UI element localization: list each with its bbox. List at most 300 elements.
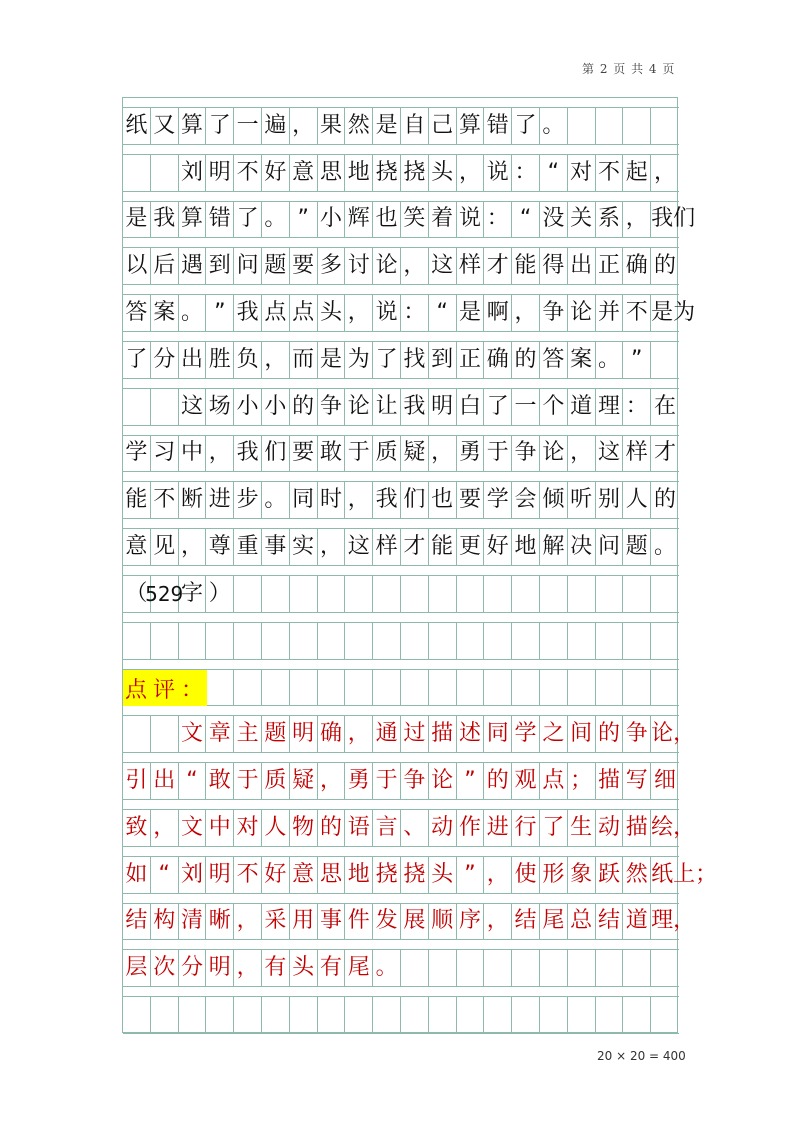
grid-cell: 后 (151, 248, 179, 284)
grid-cell: 不 (234, 857, 262, 893)
grid-cell: 同 (484, 716, 512, 752)
grid-cell: 地 (345, 857, 373, 893)
row-cells (123, 904, 696, 941)
grid-cell: 正 (596, 248, 624, 284)
grid-cell: 529 (151, 576, 179, 612)
grid-cell: 好 (262, 857, 290, 893)
grid-cell: 这 (179, 389, 207, 425)
grid-cell (373, 576, 401, 612)
grid-cell (290, 623, 318, 659)
grid-cell: 讨 (345, 248, 373, 284)
grid-cell: ， (290, 108, 318, 144)
grid-cell (568, 950, 596, 986)
page-number: 第 2 页 共 4 页 (582, 62, 676, 76)
grid-cell: 分 (179, 950, 207, 986)
row-cells (123, 623, 679, 660)
grid-cell: 算 (457, 108, 485, 144)
row-gap (123, 940, 679, 950)
grid-cell: 人 (262, 810, 290, 846)
grid-cell: 的 (318, 810, 346, 846)
grid-cell (206, 623, 234, 659)
grid-cell: 论 (345, 389, 373, 425)
grid-cell: 过 (401, 716, 429, 752)
grid-cell: 的 (512, 342, 540, 378)
grid-cell: 好 (262, 155, 290, 191)
grid-row (123, 706, 696, 753)
grid-cell: 对 (568, 155, 596, 191)
grid-cell (484, 997, 512, 1033)
grid-cell: 。 (373, 950, 401, 986)
row-cells (123, 248, 679, 285)
grid-cell: 了 (484, 389, 512, 425)
grid-cell: 理 (596, 389, 624, 425)
grid-cell: 顺 (429, 904, 457, 940)
grid-cell: 是 (457, 295, 485, 331)
grid-cell: ， (568, 436, 596, 472)
grid-cell: “ (151, 857, 179, 893)
grid-cell: 论 (540, 436, 568, 472)
grid-cell: ， (457, 155, 485, 191)
grid-row (123, 519, 679, 566)
grid-cell: 我 (401, 389, 429, 425)
grid-cell: 白 (457, 389, 485, 425)
grid-cell: 别 (596, 482, 624, 518)
grid-cell (596, 576, 624, 612)
row-cells (123, 950, 679, 987)
grid-cell: 文 (179, 716, 207, 752)
grid-cell: 这 (596, 436, 624, 472)
grid-cell: 不 (151, 482, 179, 518)
grid-cell: 结 (123, 904, 151, 940)
grid-cell (623, 576, 651, 612)
grid-row (123, 940, 679, 987)
grid-cell (429, 950, 457, 986)
grid-cell (206, 670, 234, 706)
grid-cell: ； (568, 763, 596, 799)
grid-row (123, 894, 696, 941)
grid-cell (345, 623, 373, 659)
grid-cell: “ (429, 295, 457, 331)
grid-cell: 观 (512, 763, 540, 799)
grid-cell: 见 (151, 529, 179, 565)
grid-cell: 小 (318, 202, 346, 238)
row-cells (123, 482, 679, 519)
grid-cell: 起 (623, 155, 651, 191)
grid-cell: 意 (290, 155, 318, 191)
grid-cell: 疑 (401, 436, 429, 472)
grid-cell: 述 (457, 716, 485, 752)
grid-cell (457, 576, 485, 612)
row-gap (123, 192, 679, 202)
grid-cell (123, 997, 151, 1033)
grid-cell: 能 (429, 529, 457, 565)
grid-cell: 系 (596, 202, 624, 238)
grid-cell: 算 (179, 108, 207, 144)
grid-cell: ， (429, 436, 457, 472)
row-gap (123, 706, 679, 716)
grid-cell: 挠 (373, 155, 401, 191)
grid-cell (234, 623, 262, 659)
row-gap (123, 519, 679, 529)
row-cells (123, 576, 679, 613)
row-gap (123, 379, 679, 389)
grid-cell: 才 (484, 248, 512, 284)
row-cells (123, 155, 679, 192)
grid-cell: 刘 (179, 155, 207, 191)
grid-cell: 说 (457, 202, 485, 238)
grid-cell (596, 108, 624, 144)
grid-cell: 步 (234, 482, 262, 518)
grid-cell: ” (457, 857, 485, 893)
grid-cell: 并 (596, 295, 624, 331)
grid-cell: 。 (179, 295, 207, 331)
grid-cell (596, 950, 624, 986)
grid-cell: 、 (401, 810, 429, 846)
grid-cell: 道 (623, 904, 651, 940)
grid-cell: 头 (318, 295, 346, 331)
grid-cell (401, 670, 429, 706)
grid-cell: 头 (290, 950, 318, 986)
grid-cell: 也 (373, 202, 401, 238)
grid-cell (568, 997, 596, 1033)
grid-cell: 时 (318, 482, 346, 518)
grid-cell: 多 (318, 248, 346, 284)
grid-cell: 思 (318, 857, 346, 893)
grid-cell: 答 (540, 342, 568, 378)
grid-cell: 到 (429, 342, 457, 378)
grid-cell: 着 (429, 202, 457, 238)
grid-row (123, 660, 679, 707)
grid-cell: 我 (151, 202, 179, 238)
row-cells (123, 108, 679, 145)
grid-cell: 件 (345, 904, 373, 940)
grid-cell: 胜 (206, 342, 234, 378)
row-cells (123, 389, 679, 426)
grid-cell (540, 950, 568, 986)
row-gap (123, 566, 679, 576)
grid-cell: 争 (318, 389, 346, 425)
grid-cell: 间 (568, 716, 596, 752)
grid-cell: 于 (373, 763, 401, 799)
grid-cell: 文 (179, 810, 207, 846)
grid-cell: 结 (512, 904, 540, 940)
grid-cell (151, 997, 179, 1033)
grid-cell (540, 623, 568, 659)
grid-cell: 点 (290, 295, 318, 331)
grid-cell: 样 (373, 529, 401, 565)
grid-cell: 我 (373, 482, 401, 518)
grid-cell (290, 997, 318, 1033)
grid-cell: 然 (623, 857, 651, 893)
grid-cell: “ (179, 763, 207, 799)
grid-cell (318, 670, 346, 706)
grid-cell: 。 (262, 202, 290, 238)
row-gap (123, 332, 679, 342)
grid-cell: “ (540, 155, 568, 191)
grid-cell: ： (512, 155, 540, 191)
grid-cell: 通 (373, 716, 401, 752)
grid-cell: 如 (123, 857, 151, 893)
grid-cell: 断 (179, 482, 207, 518)
grid-cell: 地 (345, 155, 373, 191)
grid-cell: 这 (429, 248, 457, 284)
row-gap (123, 660, 679, 670)
grid-cell (512, 950, 540, 986)
grid-cell: 没 (540, 202, 568, 238)
grid-cell: ， (654, 159, 677, 185)
grid-cell: 进 (206, 482, 234, 518)
grid-cell: 错 (484, 108, 512, 144)
grid-cell: 实 (290, 529, 318, 565)
comment-label: 点评： (125, 677, 210, 703)
grid-cell: 的 (654, 487, 677, 513)
grid-cell: 。 (262, 482, 290, 518)
row-gap (123, 894, 679, 904)
grid-cell: 理， (651, 908, 696, 934)
grid-cell: 争 (512, 436, 540, 472)
grid-cell: 意 (290, 857, 318, 893)
grid-cell: 然 (345, 108, 373, 144)
grid-cell: 遇 (179, 248, 207, 284)
grid-cell (429, 997, 457, 1033)
grid-cell (596, 997, 624, 1033)
grid-cell: 动 (596, 810, 624, 846)
grid-cell (234, 576, 262, 612)
grid-cell: 笑 (401, 202, 429, 238)
grid-cell: 动 (429, 810, 457, 846)
grid-row (123, 472, 679, 519)
grid-cell: 我 (234, 436, 262, 472)
grid-cell (568, 108, 596, 144)
grid-cell (123, 623, 151, 659)
grid-cell: 确 (623, 248, 651, 284)
grid-cell: 于 (484, 436, 512, 472)
grid-cell: 形 (540, 857, 568, 893)
grid-cell: ” (623, 342, 651, 378)
grid-cell (457, 997, 485, 1033)
grid-cell (262, 670, 290, 706)
grid-cell: 到 (206, 248, 234, 284)
grid-cell (540, 670, 568, 706)
grid-cell: 我们 (651, 206, 696, 232)
grid-cell: 了 (206, 108, 234, 144)
grid-cell: ” (290, 202, 318, 238)
grid-cell: 作 (457, 810, 485, 846)
grid-cell (234, 670, 262, 706)
grid-cell: 之 (540, 716, 568, 752)
grid-cell (151, 716, 179, 752)
grid-cell: 象 (568, 857, 596, 893)
row-cells (123, 436, 679, 473)
grid-cell: （ (123, 576, 151, 612)
grid-cell: 。 (654, 534, 677, 560)
grid-cell (206, 997, 234, 1033)
grid-cell (596, 670, 624, 706)
grid-cell: 尾 (345, 950, 373, 986)
grid-cell: 敢 (318, 436, 346, 472)
grid-cell: 写 (623, 763, 651, 799)
grid-cell (623, 950, 651, 986)
row-cells (123, 810, 696, 847)
grid-cell: 明 (206, 857, 234, 893)
grid-cell: 了 (234, 202, 262, 238)
grid-cell: 要 (290, 436, 318, 472)
grid-cell: 纸 (123, 108, 151, 144)
grid-cell: 出 (568, 248, 596, 284)
grid-cell: 于 (345, 436, 373, 472)
grid-cell: 中 (206, 810, 234, 846)
grid-cell: 使 (512, 857, 540, 893)
grid-cell (568, 670, 596, 706)
grid-cell (623, 670, 651, 706)
grid-cell: 尊 (206, 529, 234, 565)
grid-cell: 题 (623, 529, 651, 565)
grid-cell: ： (401, 295, 429, 331)
grid-cell: 学 (123, 436, 151, 472)
grid-cell: 章 (206, 716, 234, 752)
grid-cell: 明 (429, 389, 457, 425)
grid-cell: 勇 (345, 763, 373, 799)
row-gap (123, 753, 679, 763)
grid-cell: 论， (651, 721, 696, 747)
grid-cell: 重 (234, 529, 262, 565)
grid-cell: 纸上； (651, 861, 718, 887)
grid-cell: 主 (234, 716, 262, 752)
grid-cell: 决 (568, 529, 596, 565)
row-cells (123, 997, 679, 1034)
grid-cell: 得 (540, 248, 568, 284)
grid-cell: 确 (484, 342, 512, 378)
grid-cell (151, 155, 179, 191)
grid-cell: 以 (123, 248, 151, 284)
grid-count-footer: 20 × 20 = 400 (597, 1049, 686, 1063)
grid-cell: 语 (345, 810, 373, 846)
grid-cell: 一 (234, 108, 262, 144)
grid-row (123, 613, 679, 660)
grid-cell (429, 623, 457, 659)
grid-cell: 是为 (651, 300, 696, 326)
grid-cell: 己 (429, 108, 457, 144)
grid-cell: 清 (179, 904, 207, 940)
grid-cell: 挠 (401, 155, 429, 191)
grid-cell: 小 (234, 389, 262, 425)
grid-cell: ， (484, 857, 512, 893)
grid-cell: 在 (654, 393, 677, 419)
grid-cell: 于 (234, 763, 262, 799)
grid-cell (318, 576, 346, 612)
grid-cell: 人 (623, 482, 651, 518)
grid-cell: 对 (234, 810, 262, 846)
grid-cell: 才 (401, 529, 429, 565)
grid-cell (373, 670, 401, 706)
grid-cell: 结 (596, 904, 624, 940)
row-gap (123, 613, 679, 623)
grid-cell: 为 (345, 342, 373, 378)
row-cells (123, 716, 696, 753)
grid-row (123, 238, 679, 285)
grid-cell: 我 (234, 295, 262, 331)
grid-cell: 遍 (262, 108, 290, 144)
grid-cell: 论 (429, 763, 457, 799)
grid-cell (151, 623, 179, 659)
grid-cell: 样 (623, 436, 651, 472)
grid-cell: 能 (123, 482, 151, 518)
row-cells (123, 763, 679, 800)
grid-cell: 又 (151, 108, 179, 144)
grid-cell: 明 (206, 950, 234, 986)
row-gap (123, 145, 679, 155)
grid-cell: 刘 (179, 857, 207, 893)
grid-row (123, 987, 679, 1034)
grid-cell: 好 (484, 529, 512, 565)
grid-cell: 分 (151, 342, 179, 378)
grid-cell: 倾 (540, 482, 568, 518)
grid-cell: 才 (654, 440, 677, 466)
grid-cell (345, 670, 373, 706)
grid-cell: 了 (373, 342, 401, 378)
grid-cell: 确 (318, 716, 346, 752)
grid-cell (512, 576, 540, 612)
grid-cell: 的 (596, 716, 624, 752)
grid-cell: 正 (457, 342, 485, 378)
grid-cell: 次 (151, 950, 179, 986)
grid-cell: 进 (484, 810, 512, 846)
grid-cell: 质 (262, 763, 290, 799)
grid-cell: 描 (623, 810, 651, 846)
grid-cell: 们 (401, 482, 429, 518)
grid-cell: 展 (401, 904, 429, 940)
grid-cell (262, 997, 290, 1033)
grid-cell (623, 108, 651, 144)
row-gap (123, 987, 679, 997)
grid-cell (234, 997, 262, 1033)
grid-cell: 解 (540, 529, 568, 565)
grid-cell (596, 623, 624, 659)
row-cells (123, 342, 679, 379)
grid-cell (290, 576, 318, 612)
grid-cell: 场 (206, 389, 234, 425)
grid-cell: 序 (457, 904, 485, 940)
grid-cell: 同 (290, 482, 318, 518)
grid-cell (345, 576, 373, 612)
grid-row (123, 847, 718, 894)
grid-cell: 采 (262, 904, 290, 940)
grid-cell (512, 670, 540, 706)
grid-cell: 质 (373, 436, 401, 472)
grid-cell: 负 (234, 342, 262, 378)
grid-cell: 了 (123, 342, 151, 378)
grid-cell (568, 623, 596, 659)
grid-cell: 一 (512, 389, 540, 425)
grid-cell: 用 (290, 904, 318, 940)
grid-cell (651, 950, 679, 986)
grid-cell: 辉 (345, 202, 373, 238)
grid-cell (568, 576, 596, 612)
grid-cell: 绘， (651, 814, 696, 840)
grid-cell (401, 623, 429, 659)
grid-cell: 地 (512, 529, 540, 565)
grid-cell (262, 623, 290, 659)
grid-cell: 疑 (290, 763, 318, 799)
grid-cell: ， (151, 810, 179, 846)
grid-row (123, 800, 696, 847)
grid-cell (484, 623, 512, 659)
row-gap (123, 426, 679, 436)
grid-cell: ） (206, 576, 234, 612)
grid-cell (651, 623, 679, 659)
row-gap (123, 285, 679, 295)
grid-cell: 的 (290, 389, 318, 425)
